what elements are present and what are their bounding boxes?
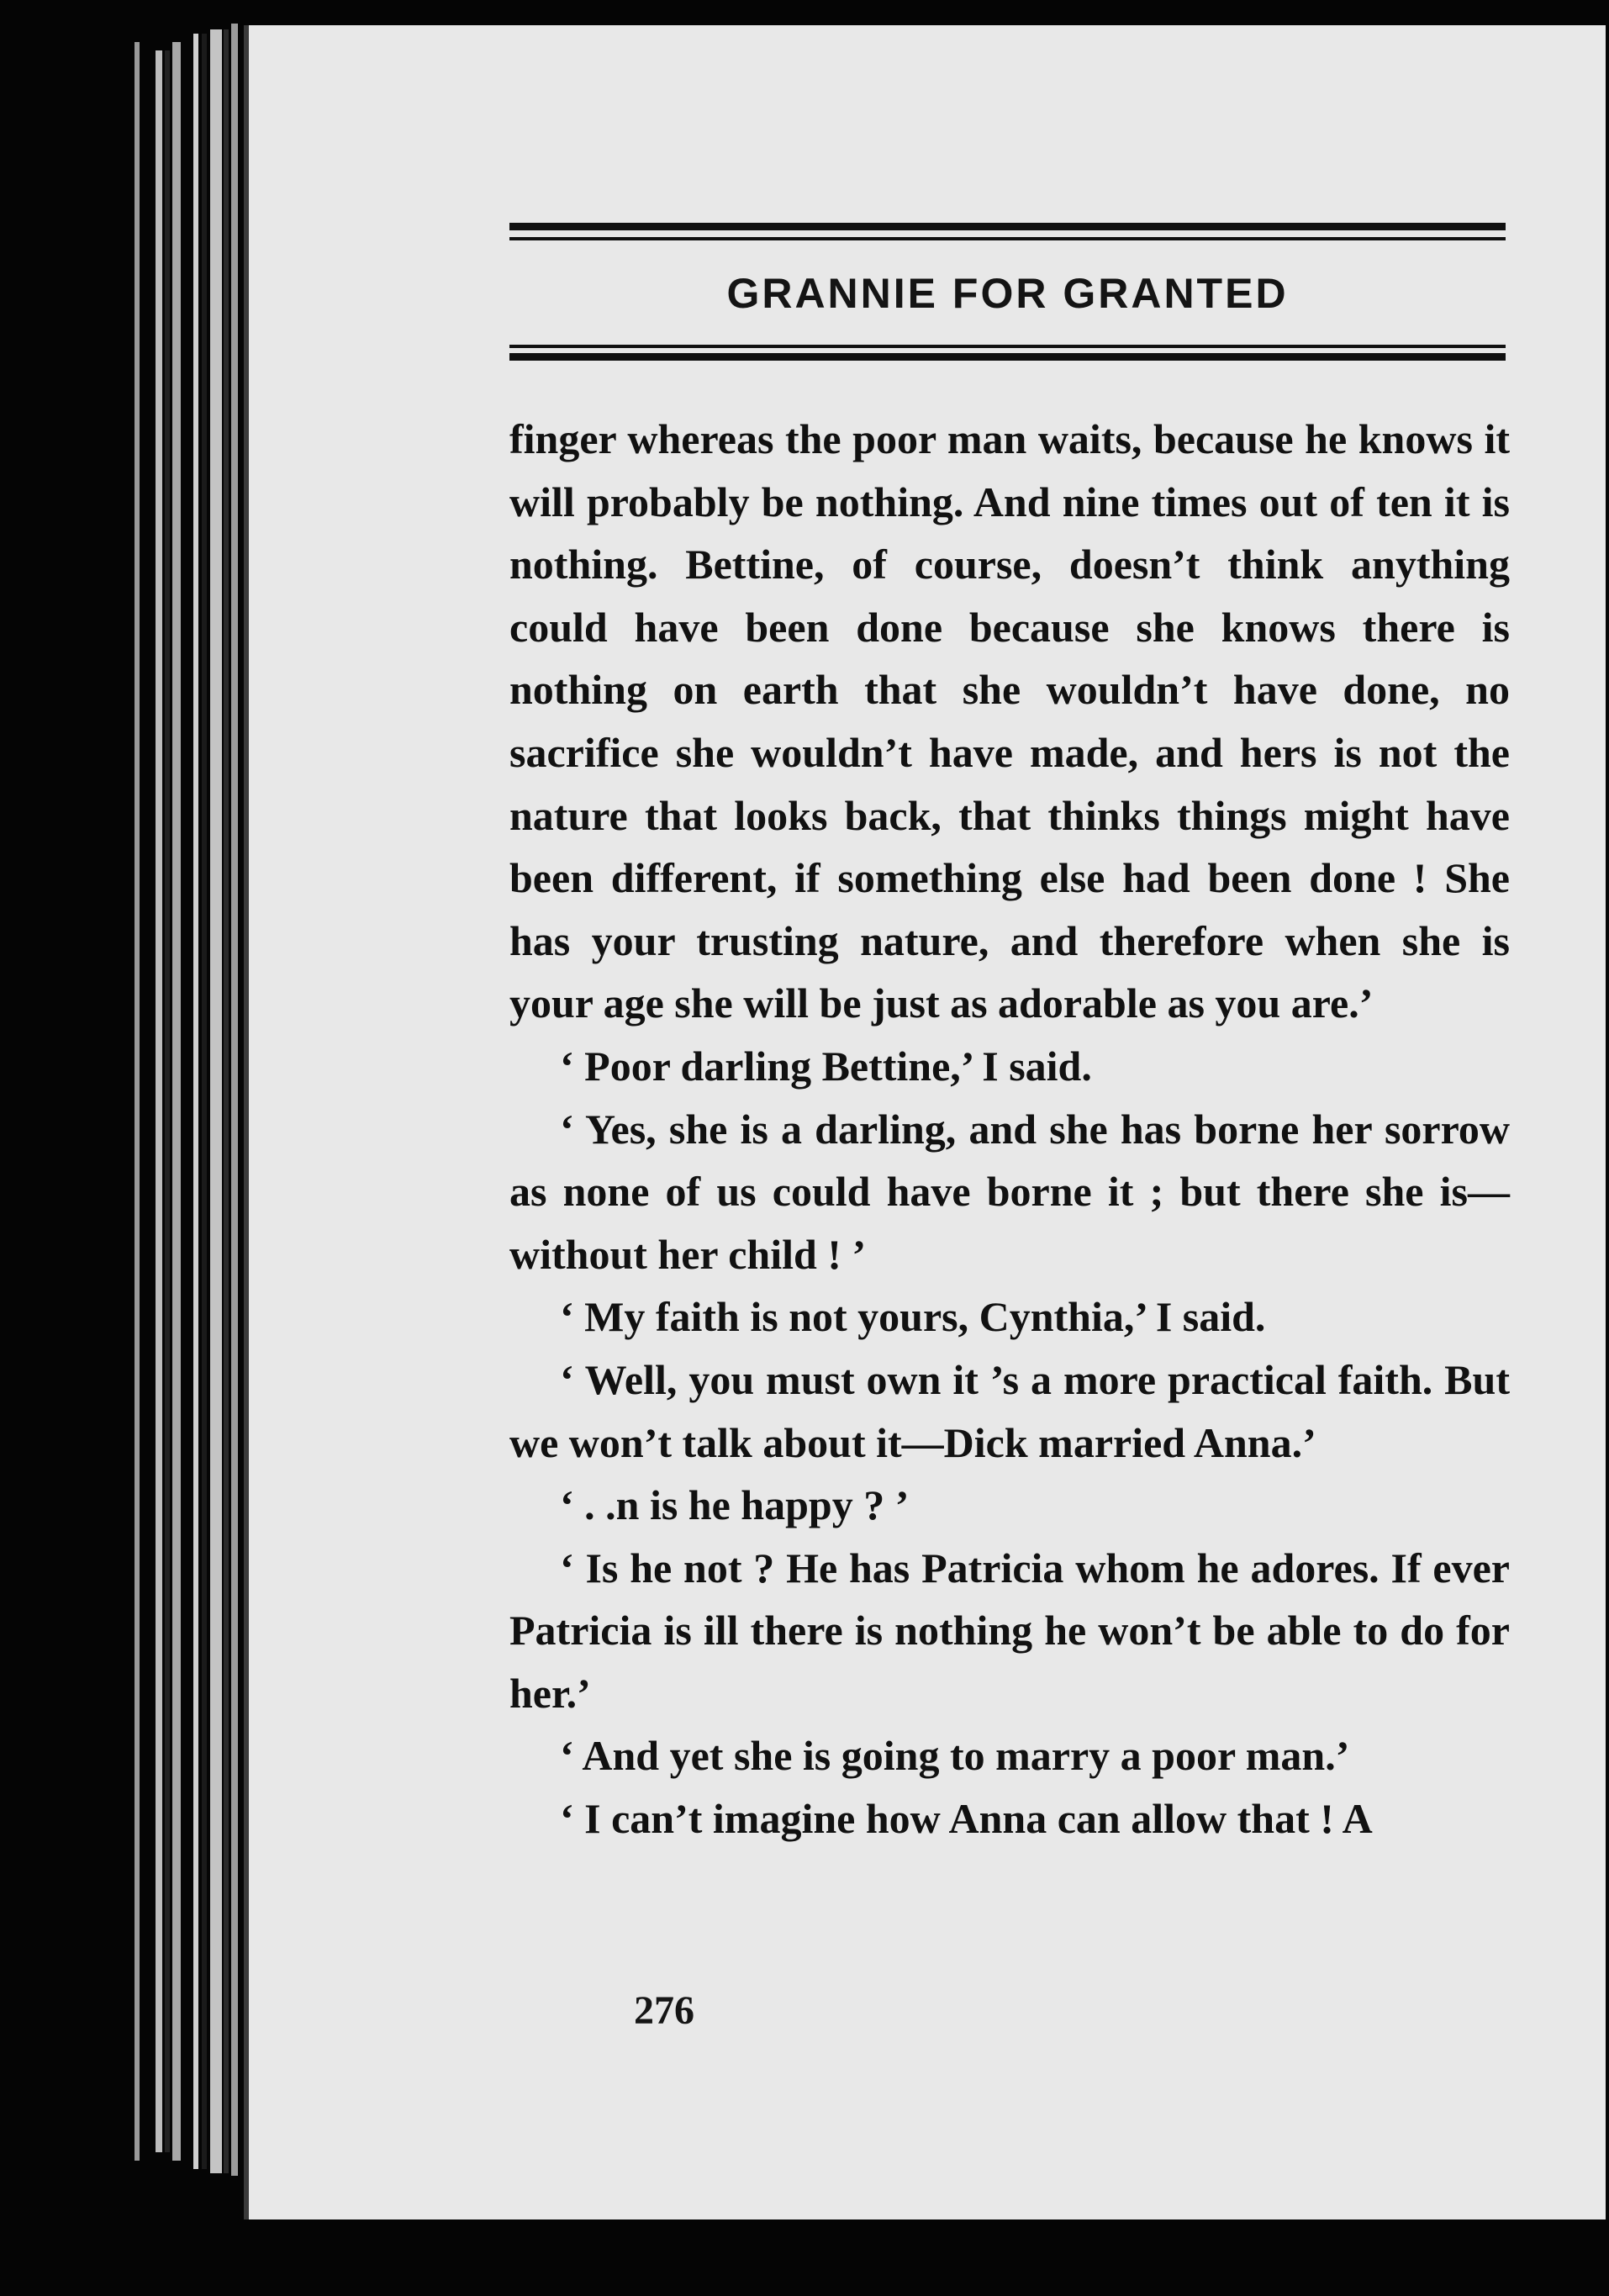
header-rule-top bbox=[509, 223, 1506, 230]
page-edge bbox=[135, 42, 140, 2161]
page-edge bbox=[231, 24, 238, 2176]
page-edge bbox=[193, 34, 198, 2169]
page-number: 276 bbox=[634, 1988, 694, 2033]
page-edge bbox=[172, 42, 181, 2161]
paragraph: ‘ Is he not ? He has Patricia whom he adores. If ever Patricia is ill there is nothing he won’t be able to do for her.’ bbox=[509, 1544, 1510, 1717]
paragraph: ‘ Poor darling Bettine,’ I said. bbox=[560, 1042, 1092, 1090]
paragraph: ‘ My faith is not yours, Cynthia,’ I said. bbox=[560, 1293, 1266, 1341]
paragraph: ‘ I can’t imagine how Anna can allow that ! A bbox=[560, 1795, 1373, 1843]
running-head: GRANNIE FOR GRANTED bbox=[726, 270, 1289, 317]
header-rule-bottom-thin bbox=[509, 345, 1506, 348]
page-edge-shadow bbox=[224, 29, 229, 2173]
page-edge bbox=[210, 29, 222, 2173]
page-edge-shadow bbox=[202, 34, 207, 2169]
header-rule-top-thin bbox=[509, 237, 1506, 240]
paragraph: ‘ And yet she is going to marry a poor man.’ bbox=[560, 1732, 1350, 1780]
page-edge-shadow bbox=[165, 50, 170, 2152]
paragraph: ‘ . .n is he happy ? ’ bbox=[560, 1481, 910, 1529]
paragraph: ‘ Yes, she is a darling, and she has borne her sorrow as none of us could have borne it ; but there she is—without her child ! ’ bbox=[509, 1105, 1510, 1278]
book-page bbox=[244, 25, 1606, 2219]
paragraph: finger whereas the poor man waits, because he knows it will probably be nothing. And nine times out of ten it is nothing. Bettine, of course, doesn’t think anything could have been done because she knows there is nothing on earth that she wouldn’t have done, no sacrifice she wouldn’t have made, and hers is not the nature that looks back, that thinks things might have been different, if something else had been done ! She has your trusting nature, and therefore when she is your age she will be just as adorable as you are.’ bbox=[509, 415, 1510, 1027]
paragraph: ‘ Well, you must own it ’s a more practical faith. But we won’t talk about it—Dick married Anna.’ bbox=[509, 1355, 1510, 1466]
page-edge bbox=[156, 50, 162, 2152]
body-text bbox=[509, 408, 1510, 1850]
header-rule-bottom bbox=[509, 353, 1506, 361]
